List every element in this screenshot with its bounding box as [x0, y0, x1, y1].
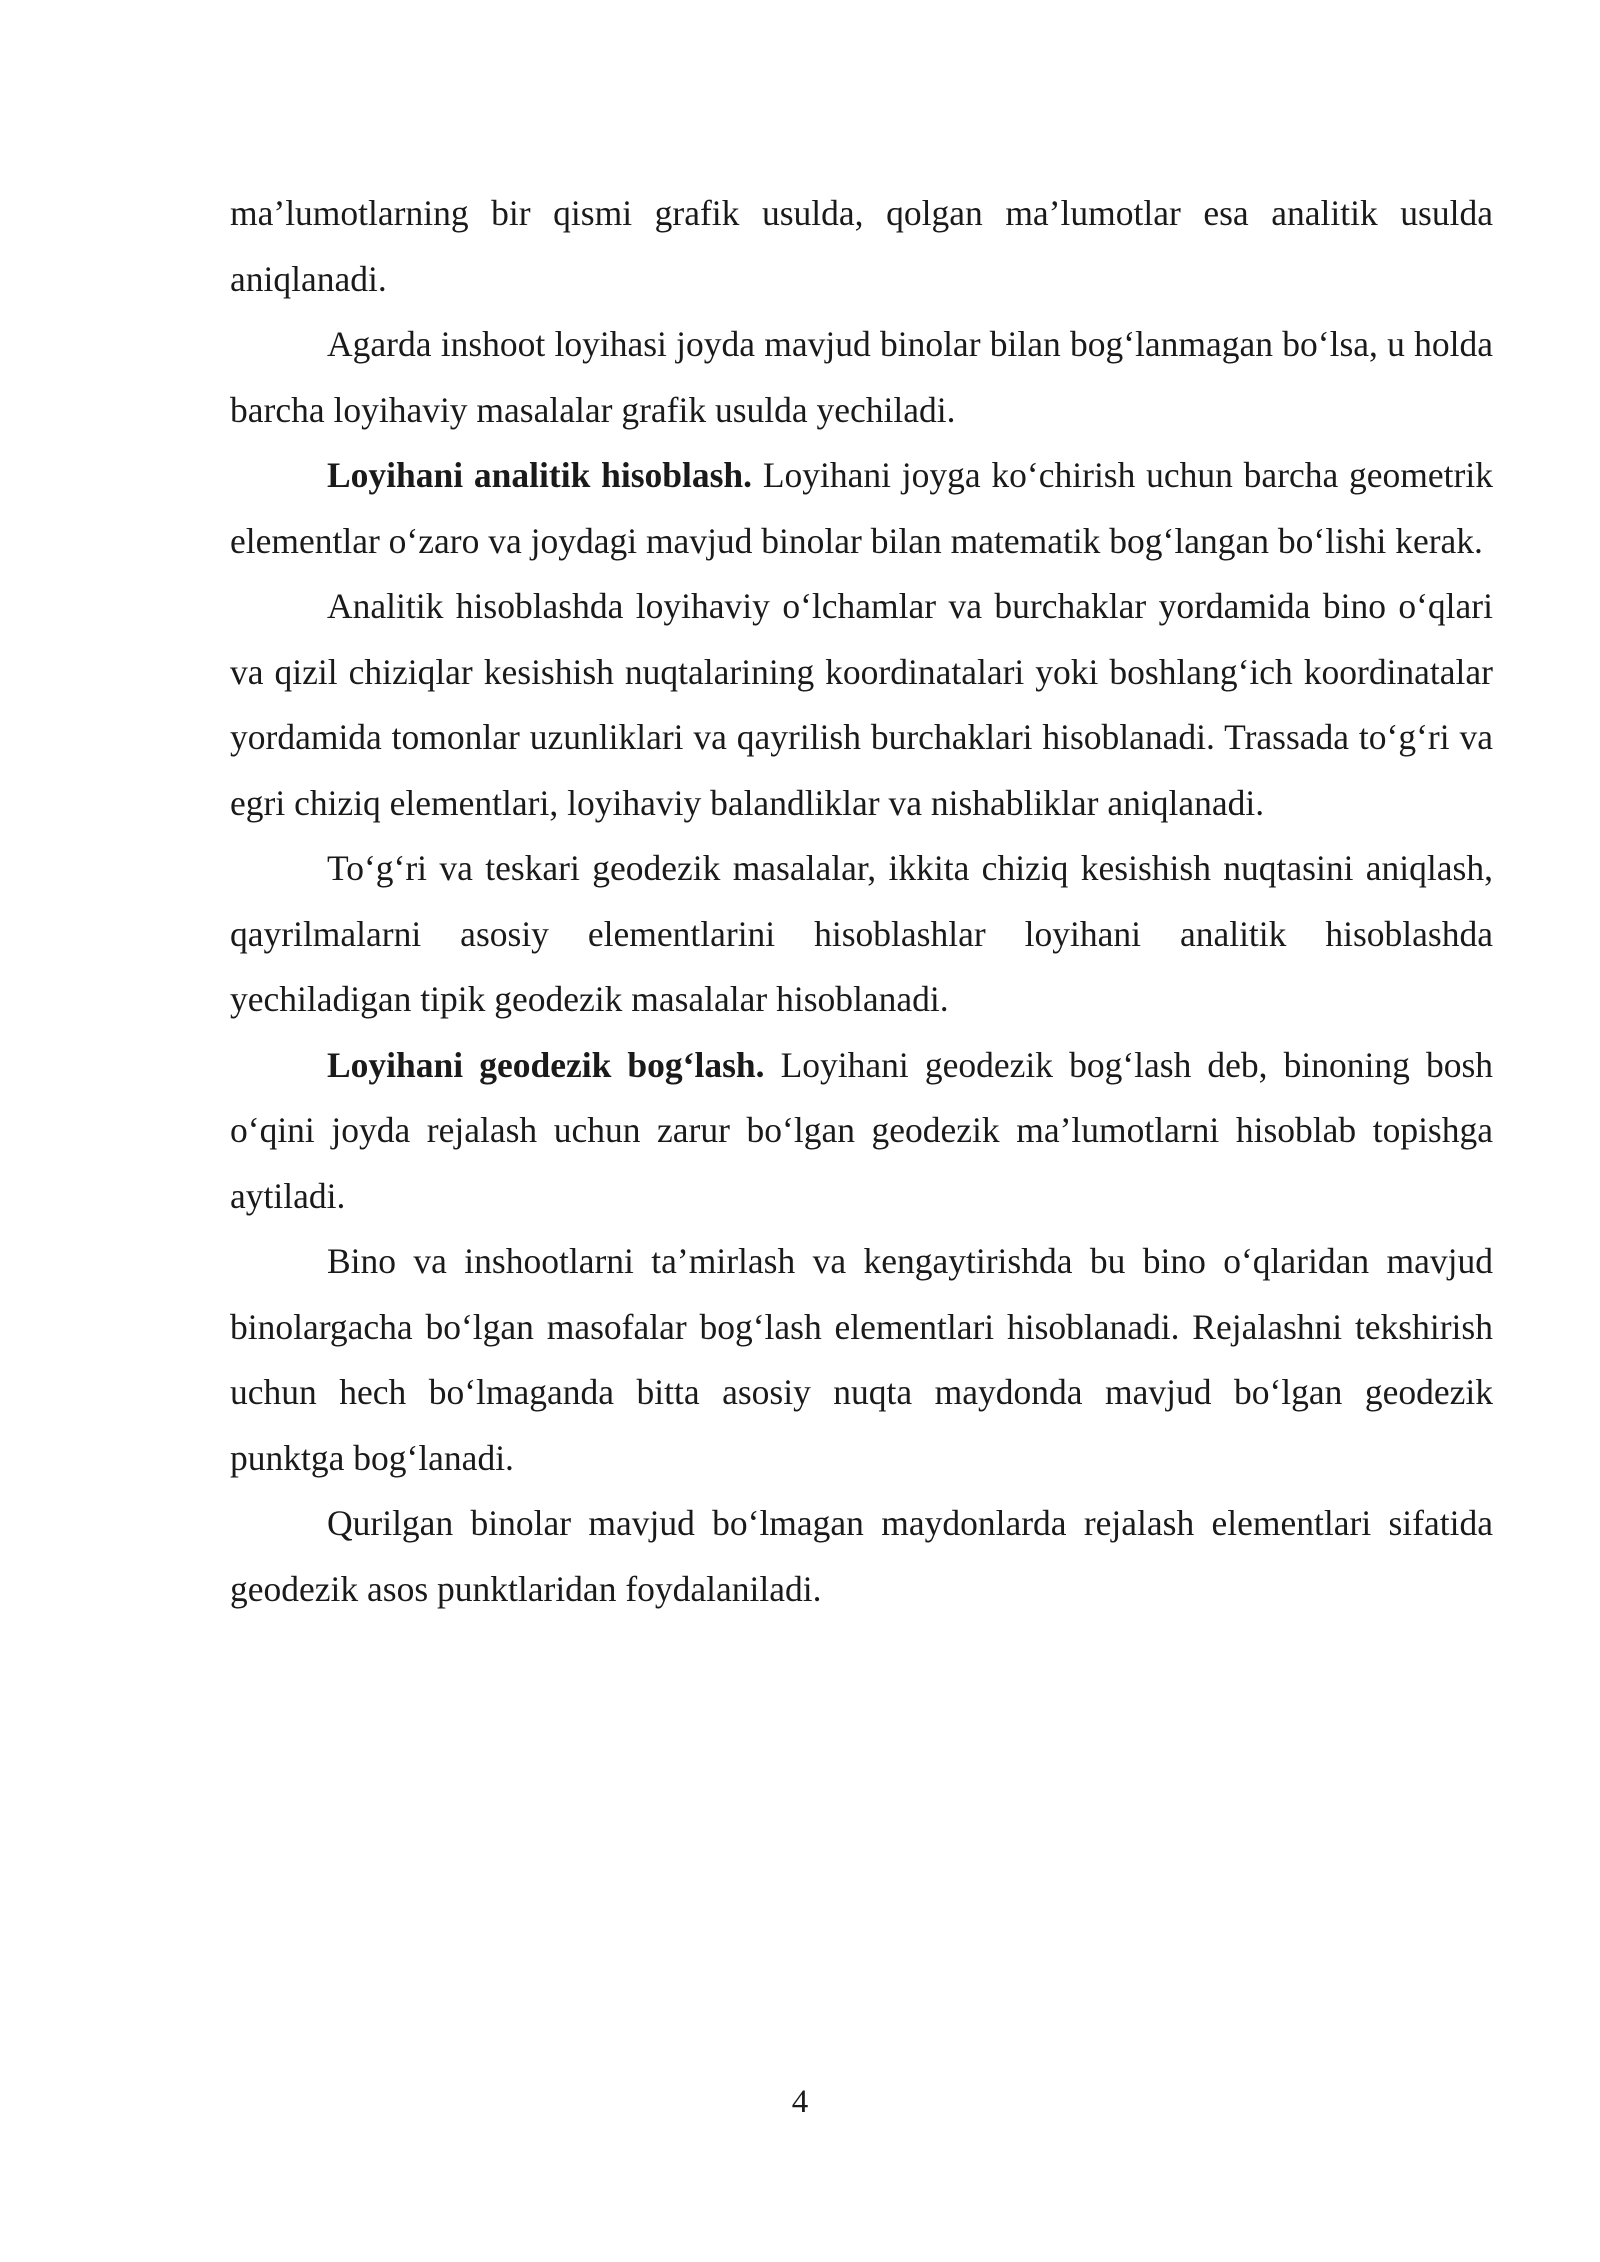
paragraph-continuation	[230, 181, 1493, 312]
paragraph-text: Analitik hisoblashda loyihaviy o‘lchamlar va burchaklar yordamida bino o‘qlari va qizil chiziqlar kesishish nuqtalarining koordinatalari yoki boshlang‘ich koordinatalar yordamida tomonlar uzunliklari va qayrilish burchaklari hisoblanadi. Trassada to‘g‘ri va egri chiziq elementlari, loyihaviy balandliklar va nishabliklar aniqlanadi.	[230, 586, 1493, 823]
paragraph-analitik-hisoblash	[230, 443, 1493, 574]
section-heading-inline: Loyihani geodezik bog‘lash.	[327, 1044, 765, 1085]
paragraph-text: Qurilgan binolar mavjud bo‘lmagan maydonlarda rejalash elementlari sifatida geodezik asos punktlaridan foydalaniladi.	[230, 1503, 1493, 1609]
paragraph	[230, 574, 1493, 836]
paragraph-text: ma’lumotlarning bir qismi grafik usulda, qolgan ma’lumotlar esa analitik usulda aniqlanadi.	[230, 193, 1493, 299]
paragraph	[230, 1229, 1493, 1491]
paragraph-text: Bino va inshootlarni ta’mirlash va kengaytirishda bu bino o‘qlaridan mavjud binolargacha bo‘lgan masofalar bog‘lash elementlari hisoblanadi. Rejalashni tekshirish uchun hech bo‘lmaganda bitta asosiy nuqta maydonda mavjud bo‘lgan geodezik punktga bog‘lanadi.	[230, 1241, 1493, 1478]
section-heading-inline: Loyihani analitik hisoblash.	[327, 455, 753, 495]
paragraph-geodezik-boglash	[230, 1033, 1493, 1230]
page-number: 4	[791, 2084, 809, 2120]
paragraph-text: Loyihani geodezik bog‘lash deb, binoning bosh o‘qini joyda rejalash uchun zarur bo‘lgan geodezik ma’lumotlarni hisoblab topishga aytiladi.	[230, 1044, 1494, 1216]
body-text	[230, 181, 1493, 1622]
paragraph-text: Agarda inshoot loyihasi joyda mavjud binolar bilan bog‘lanmagan bo‘lsa, u holda barcha loyihaviy masalalar grafik usulda yechiladi.	[230, 324, 1493, 430]
paragraph-text: Loyihani joyga ko‘chirish uchun barcha geometrik elementlar o‘zaro va joydagi mavjud binolar bilan matematik bog‘langan bo‘lishi kerak.	[230, 455, 1493, 561]
paragraph	[230, 1491, 1493, 1622]
paragraph	[230, 836, 1493, 1033]
paragraph-text: To‘g‘ri va teskari geodezik masalalar, ikkita chiziq kesishish nuqtasini aniqlash, qayrilmalarni asosiy elementlarini hisoblashlar loyihani analitik hisoblashda yechiladigan tipik geodezik masalalar hisoblanadi.	[230, 848, 1493, 1019]
paragraph	[230, 312, 1493, 443]
